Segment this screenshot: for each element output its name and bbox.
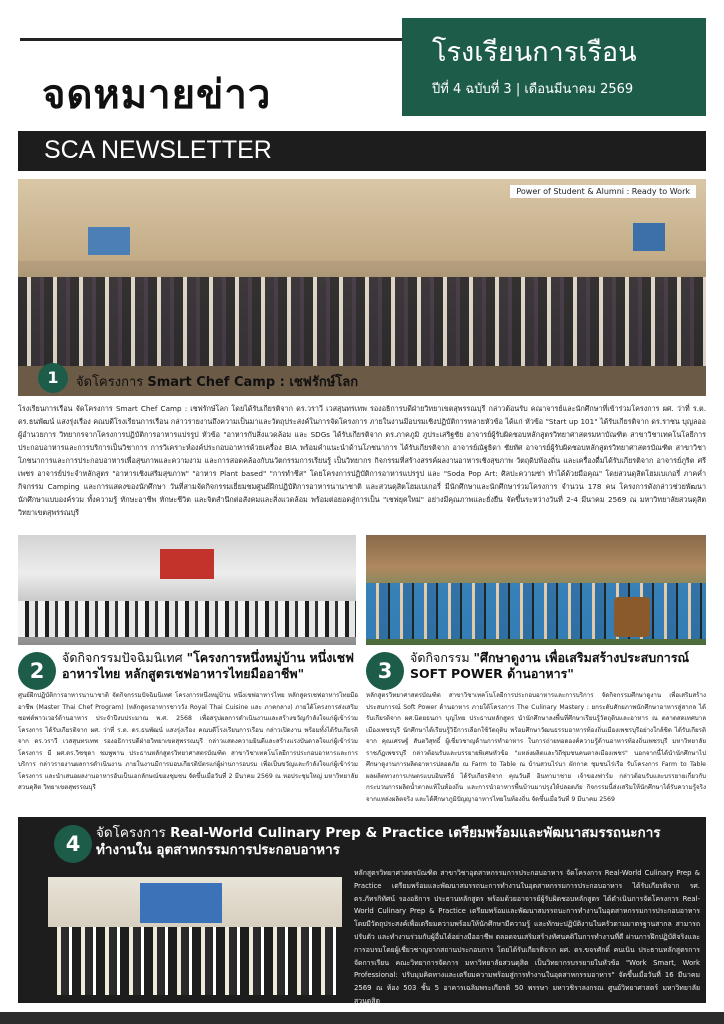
- hero-photo-screen-left: [88, 227, 130, 255]
- section-4-photo-screen: [140, 883, 222, 923]
- section-4-photo-group: [48, 927, 342, 995]
- hero-photo: [18, 179, 706, 396]
- school-box: [402, 18, 706, 116]
- section-2-heading-bold: "โครงการหนึ่งหมู่บ้าน หนึ่งเชฟ อาหารไทย หลักสูตรเชฟอาหารไทยมืออาชีพ": [62, 650, 354, 681]
- hero-photo-tag: Power of Student & Alumni : Ready to Work: [510, 185, 696, 198]
- footer-bar: [0, 1012, 724, 1024]
- newsletter-banner: [18, 131, 706, 171]
- section-4-box: [18, 817, 706, 1003]
- hero-photo-screen-right: [633, 223, 665, 251]
- section-1-heading-bold: Smart Chef Camp : เชฟรักษ์โลก: [147, 375, 359, 390]
- section-3-heading-prefix: จัดกิจกรรม: [410, 650, 474, 665]
- header-rule: [20, 38, 414, 41]
- section-1-heading: [76, 371, 358, 392]
- section-1-heading-prefix: จัดโครงการ: [76, 375, 148, 390]
- section-4-heading-bold: Real-World Culinary Prep & Practice เตรียมพร้อมและพัฒนาสมรรถนะการทำงานใน อุตสาหกรรมการประกอบอาหาร: [96, 825, 661, 858]
- issue-info: ปีที่ 4 ฉบับที่ 3 | เดือนมีนาคม 2569: [432, 82, 634, 97]
- section-4-photo: [48, 877, 342, 995]
- section-number-1: 1: [38, 363, 68, 393]
- section-4-body: หลักสูตรวิทยาศาสตรบัณฑิต สาขาวิชาอุตสาหกรรมการประกอบอาหาร จัดโครงการ Real-World Culinary Prep & Practice เตรียมพร้อมและพัฒนาสมรรถนะการทำงานในอุตสาหกรรมการประกอบอาหาร ได้รับเกียรติจาก รศ. ดร.ภัทรกิทัศน์ รองอธิการ ประธานหลักสูตร พร้อมด้วยอาจารย์ผู้รับผิดชอบหลักสูตร ได้ดำเนินการจัดโครงการ Real-World Culinary Prep & Practice เตรียมพร้อมและพัฒนาสมรรถนะการทำงานในอุตสาหกรรมการประกอบอาหาร โดยมีวัตถุประสงค์เพื่อเตรียมความพร้อมให้นักศึกษามีความรู้ และทักษะปฏิบัติงานในครัวตามมาตรฐานสากล สามารถปรับตัว และทำงานร่วมกับผู้อื่นได้อย่างมืออาชีพ ตลอดจนเสริมสร้างทัศนคติในการทำงานที่ดี ผ่านการฝึกปฏิบัติจริงและการอบรมโดยผู้เชี่ยวชาญจากสถานประกอบการ โดยได้รับเกียรติจาก ผศ. ดร.ขจรศักดิ์ คนเนิน ประธานหลักสูตรการจัดการเรียน คณะวิทยาการจัดการ มหาวิทยาลัยสวนดุสิต เป็นวิทยากรบรรยายในหัวข้อ "Work Smart, Work Professional: ปรับมุมคิดทางและเตรียมความพร้อมสู่การทำงานในอุตสาหกรรมอาหาร" จัดขึ้นเมื่อวันที่ 16 มีนาคม 2569 ณ ห้อง 503 ชั้น 5 อาคารเฉลิมพระเกียรติ 50 พรรษา มหาวชิราลงกรณ ศูนย์วิทยาศาสตร์ มหาวิทยาลัยสวนดุสิต: [354, 869, 700, 1005]
- section-2-photo-crowd: [18, 601, 356, 637]
- section-1-body: โรงเรียนการเรือน จัดโครงการ Smart Chef Camp : เชฟรักษ์โลก โดยได้รับเกียรติจาก ดร.วราวี เวสสุนทรเทพ รองอธิการบดีฝ่ายวิทยาเขตสุพรรณบุรี กล่าวต้อนรับ คณาจารย์และนักศึกษาที่เข้าร่วมโครงการ ผศ. ว่าที่ ร.ต. ดร.ธนพัฒน์ แสงรุ่งเรือง คณบดีโรงเรียนการเรือน กล่าวรายงานถึงความเป็นมาและวัตถุประสงค์ในการจัดโครงการ ภายในงานมีอบรมเชิงปฏิบัติการหลายหัวข้อ ได้แก่ หัวข้อ "Start up 101" ได้รับเกียรติจาก ดร.ราชน บุญลออ ผู้อำนวยการ วิทยากรจากโครงการปฏิบัติการอาหารแปรรูป หัวข้อ "อาหารกับสิ่งแวดล้อม และ SDGs ได้รับเกียรติจาก ดร.ภาคภูมิ ภูประเสริฐชัย อาจารย์ผู้รับผิดชอบหลักสูตรวิทยาศาสตรมหาบัณฑิต สาขาวิชาเทคโนโลยีการประกอบอาหารและการบริการเป็นวิชาการ การวิเคราะห์องค์ประกอบอาหารด้วยเครื่อง BIA พร้อมคำแนะนำด้านโภชนาการ ได้รับเกียรติจาก อาจารย์ณัฐธิดา ชัยทัศ อาจารย์ผู้รับผิดชอบหลักสูตรวิทยาศาสตรบัณฑิต สาขาวิชาโภชนาการและการประกอบอาหารเพื่อสุขภาพและความงาม และการสอดคล้องกับนวัตกรรมการเรียนรู้ เป็นวิทยากร กิจกรรมที่สร้างสรรค์ผลงานอาหารเชิงสุขภาพ วัตถุดิบท้องถิ่น และเครื่องดื่มได้รับเกียรติจาก อาจารย์ภูริต ศรีเพชร อาจารย์ประจำหลักสูตร "อาหารเชิงเสริมสุขภาพ" "อาหาร Plant based" "การทำชีส" โดยโครงการปฏิบัติการอาหารแปรรูป และ "Soda Pop Art: ศิลปะความซ่า ทำได้ด้วยมือคุณ" โดยสวนดุสิตโฮมเบเกอรี่ ภาคค่ำกิจกรรม Camping และการแสดงของนักศึกษา วันที่สามจัดกิจกรรมเยี่ยมชมศูนย์ฝึกปฏิบัติการอาหารนานาชาติ และสวนดุสิตโฮมเบเกอรี่ มีนักศึกษาและนักศึกษาร่วมโครงการ จำนวน 178 คน โครงการดังกล่าวช่วยพัฒนานักศึกษาแบบองค์รวม ทั้งความรู้ ทักษะอาชีพ ทักษะชีวิต และจิตสำนึกต่อสังคมและสิ่งแวดล้อม พร้อมต่อยอดสู่การเป็น "เชฟยุคใหม่" อย่างมีคุณภาพและยั่งยืน จัดขึ้นระหว่างวันที่ 2-4 มีนาคม 2569 ณ มหาวิทยาลัยสวนดุสิต วิทยาเขตสุพรรณบุรี: [18, 404, 706, 517]
- section-3-body: หลักสูตรวิทยาศาสตรบัณฑิต สาขาวิชาเทคโนโลยีการประกอบอาหารและการบริการ จัดกิจกรรมศึกษาดูงาน เพื่อเสริมสร้างประสบการณ์ Soft Power ด้านอาหาร ภายใต้โครงการ The Culinary Mastery : ยกระดับศักยภาพนักศึกษาอาหารสู่สากล ได้รับเกียรติจาก ผศ.นิตยธนภา บุญไทย ประธานหลักสูตร นำนักศึกษาลงพื้นที่ศึกษาเรียนรู้วัตถุดิบและอาหาร ณ ตลาดสดเทศบาลเมืองเพชรบุรี นักศึกษาได้เรียนรู้วิธีการเลือกใช้วัตถุดิบ พร้อมศึกษาวัฒนธรรมอาหารท้องถิ่นเมืองเพชรบุรีอย่างใกล้ชิด ได้รับเกียรติจาก คุณเศรษฐ์ สันตวิสุทธิ์ ผู้เชี่ยวชาญด้านการทำอาหาร ในการถ่ายทอดองค์ความรู้ด้านอาหารท้องถิ่นเพชรบุรี มหาวิทยาลัยราชภัฏเพชรบุรี กล่าวต้อนรับและบรรยายพิเศษหัวข้อ "แหล่งผลิตและวิถีชุมชนคนตาลเมืองเพชร" นอกจากนี้ได้นำนักศึกษาไปศึกษาดูงานการผลิตอาหารปลอดภัย ณ Farm to Table ณ บ้านสวนไร่นา ผักกาด ชุมชนไร่เรือ รับโครงการ Farm to Table ผลผลิตทางการเกษตรแบบอินทรีย์ ได้รับเกียรติจาก คุณวันดี อินทามาชาย เจ้าของฟาร์ม กล่าวต้อนรับและบรรยายเกี่ยวกับกระบวนการผลิตน้ำตาลแท้ในท้องถิ่น และการนำอาหารพื้นบ้านมาปรุงให้ปลอดภัย กิจกรรมนี้ส่งเสริมให้นักศึกษาได้รับความรู้จริงจากแหล่งผลิตจริง และได้ศึกษาภูมิปัญญาอาหารไทยในท้องถิ่น จัดขึ้นเมื่อวันที่ 9 มีนาคม 2569: [366, 692, 706, 803]
- section-number-2: 2: [18, 652, 56, 690]
- banner-text: SCA NEWSLETTER: [44, 136, 272, 164]
- section-2-photo: [18, 535, 356, 645]
- section-3-photo-group: [366, 583, 706, 639]
- newsletter-title: จดหมายข่าว: [42, 72, 272, 118]
- section-3-heading: [410, 650, 706, 682]
- section-2-heading: [62, 650, 358, 682]
- section-3-heading-bold: "ศึกษาดูงาน เพื่อเสริมสร้างประสบการณ์ SOFT POWER ด้านอาหาร": [410, 650, 690, 681]
- section-2-heading-prefix: จัดกิจกรรมปัจฉิมนิเทศ: [62, 650, 187, 665]
- section-4-heading: [96, 825, 696, 859]
- section-number-4: 4: [54, 825, 92, 863]
- school-name: โรงเรียนการเรือน: [432, 37, 637, 68]
- section-number-3: 3: [366, 652, 404, 690]
- section-2-body: ศูนย์ฝึกปฏิบัติการอาหารนานาชาติ จัดกิจกรรมปัจฉิมนิเทศ โครงการหนึ่งหมู่บ้าน หนึ่งเชฟอาหารไทย หลักสูตรเชฟอาหารไทยมืออาชีพ (Master Thai Chef Program) (หลักสูตรอาหารชาววัง Royal Thai Cuisine และ ภาคกลาง) ภายใต้โครงการส่งเสริมซอฟต์พาวเวอร์ด้านอาหาร ประจำปีงบประมาณ พ.ศ. 2568 เพื่อสรุปผลการดำเนินงานและสร้างขวัญกำลังใจแก่ผู้เข้าร่วมโครงการ ได้รับเกียรติจาก ผศ. ว่าที่ ร.ต. ดร.ธนพัฒน์ แสงรุ่งเรือง คณบดีโรงเรียนการเรือน กล่าวเปิดงาน พร้อมทั้งได้รับเกียรติจาก ดร.วราวี เวสสุนทรเทพ รองอธิการบดีฝ่ายวิทยาเขตสุพรรณบุรี กล่าวแสดงความยินดีและสร้างแรงบันดาลใจแก่ผู้เข้าร่วมโครงการ มี ผศ.ดร.วิชชุดา ชมพูพาน ประธานหลักสูตรวิทยาศาสตรบัณฑิต สาขาวิชาเทคโนโลยีการประกอบอาหารและการบริการ กล่าวรายงานผลการดำเนินงาน ภายในงานมีการมอบเกียรติบัตรแก่ผู้ผ่านการอบรม เพื่อเป็นขวัญและกำลังใจแก่ผู้เข้าร่วมโครงการ และนำเสนอผลงานอาหารอันเป็นเอกลักษณ์ของชุมชน จัดขึ้นเมื่อวันที่ 2 มีนาคม 2569 ณ หอประชุมใหญ่ มหาวิทยาลัยสวนดุสิต วิทยาเขตสุพรรณบุรี: [18, 692, 358, 791]
- section-3-photo-basket: [614, 597, 650, 637]
- section-2-photo-screen: [160, 549, 214, 579]
- section-3-photo: [366, 535, 706, 645]
- section-4-heading-prefix: จัดโครงการ: [96, 825, 171, 841]
